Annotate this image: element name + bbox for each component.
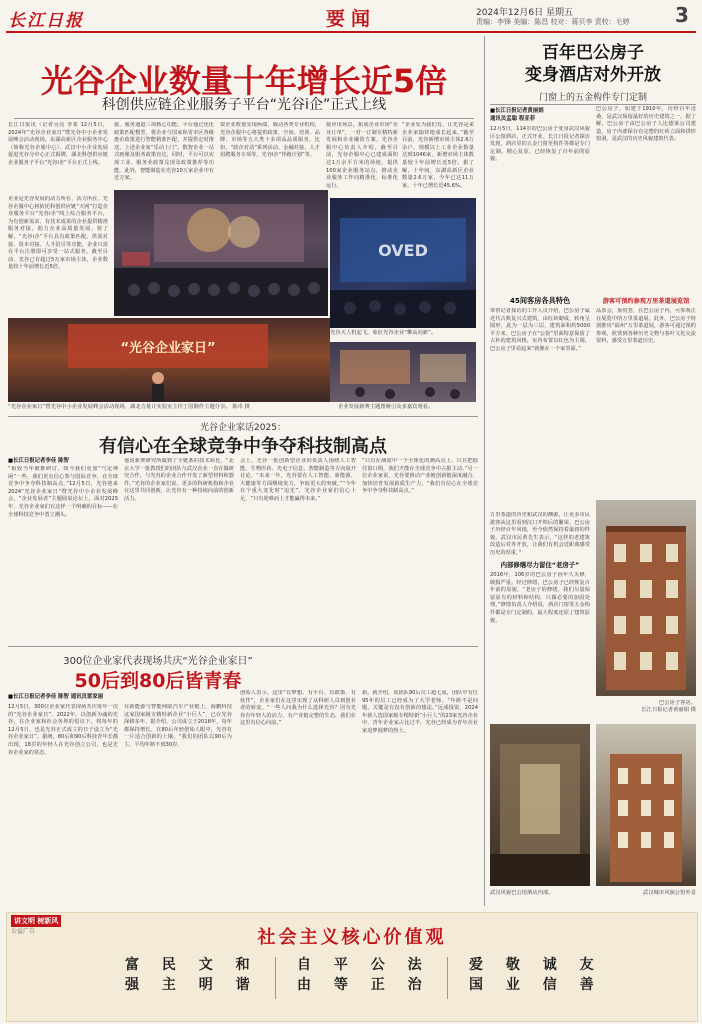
svg-text:OVED: OVED [378,241,428,260]
value-separator-1 [275,957,276,999]
story3-col3: 创始人表示，这里“有梦想、有平台、有政策、有伙伴”，企业家们在这里实现了从科研人员到创业者的转变。“一些人问我为什么选择光谷？因为光谷有年轻人的活力，有产业链完整的生态，我们在这里有信心向前。” [240,690,356,727]
story3-rule [8,646,478,647]
value-group-social-top: 自 平 公 法 [297,957,431,973]
stage-screen-illustration [330,198,476,328]
exhibit-photo-caption: 企业发展新赛主题图吸引众多嘉宾观看。 [338,404,434,410]
sidebar-col5: 2016年，106岁的巴公房子因年久失修，破损严重。经过修缮，巴公房子已经恢复百年前的原貌。“老房子的修缮，我们尽量保留原有的材料和结构，只做必要的加固处理。”修缮负责人介绍说，酒店门窗等五金构件都是专门定制的，最大程度还原了建筑原貌。 [490,572,590,624]
value-separator-2 [447,957,448,999]
value-group-national-bottom: 强 主 明 谐 [125,977,259,993]
core-values-banner [6,912,698,1022]
sidebar-headline: 百年巴公房子 变身酒店对外开放 [525,43,661,85]
lead-photo [114,190,328,316]
editor-credits: 责编：李锋 美编：陈昌 校对：蒋贝李 责校：毛婷 [476,18,630,26]
sidebar-section-repair: 内部修缮尽力留住“老房子” [500,561,580,569]
value-group-social [297,955,431,995]
lead-col3: 资企业数量实现两端，载动各类专业机构，光谷企服中心将提供政策、空间、培训、品牌、市场等五大类十多项高品质服务。比如，“政企对话”系列活动、金融对接、人才招聘服务专项等，光谷i企“伴跑计划”等。 [220,122,320,159]
lead-col5: “企业发为我们有，让光谷是来企业家愉快地成长起来。”截至目前，光谷新增市场主体2.6万余户，规模以上工业企业数量达到1046家，新增市场主体数量较十年前增长近5倍。据了解，十年间，东湖高新区企业数量2.6万家，今年已达11万家，十年已增长近45.6%。 [402,122,474,189]
sidebar-byline: ■长江日报记者黄丽娟 通讯员孟聪 程亚菲 [490,108,544,122]
lead-rule [14,118,474,119]
value-group-personal-bottom: 国 业 信 善 [469,977,603,993]
interior-photo-caption: 武汉风貌巴公馆酒店内部。 [490,890,554,896]
summit-photo-caption: “光谷企业家日”暨光谷中小企业发展峰会活动现场，湖北力量让实验室主任丁国顺作主题分享。 陈卓 摄 [8,404,250,410]
lead-byline-para: 长江日报讯（记者吴亮 李希 12月5日，2024年“光谷企业家日”暨光谷中小企业发展峰会活动现场，东湖高新区企业服务中心（简称光谷企服中心）、武汉中小企业发展促进光谷分中心正式揭牌，湖北科创供应链企业服务子平台“光谷i企”平台正式上线。 [8,122,108,166]
sidebar-section-exhibit: 游客可预约参观万里茶道展览馆 [602,298,690,305]
sidebar-col2: 巴公房子，始建于1910年，历经百年沧桑，是武汉保留最好的历史建筑之一。据了解，巴公房子由巴公房子人比德莱公司建造，房子内部保存有完整的红砖立面和拱形窗洞，是武汉的历史风貌建筑代表。 [596,106,696,143]
story3-byline: ■长江日报记者李佳 陈智 通讯员雷家丽 [8,694,104,700]
section-title: 要闻 [326,8,377,30]
story3-kicker: 300位企业家代表现场共庆“光谷企业家日” [63,656,253,667]
value-group-national-top: 富 民 文 和 [125,957,259,973]
stage-illustration [114,190,328,316]
sidebar-col4: 品茶会，鉴赏荟，在巴公房子内，可参观正在展览中的万里茶道展。此外，巴公房子特别推出“福州”万里茶道展，游客可通过预约参观，欣赏到各种历史文物与茶叶文化交流资料，感受万里茶道历史。 [596,308,696,345]
building-photo [596,500,696,696]
lead-col2: 接、服务通道三项核心功能。平台通过优化政策匹配模型，将企业与国家和省市区各级惠企政策进行智能精准匹配，并提供定时推送、上述企业家“乐动上门”。数智企业一站式画像及服务政策直达，同时，平台可以实现工业、服务业政策兑现及政策推荐等功能。此外，智能制造在光谷10万家企业中有近万家。 [114,122,214,182]
interior-illustration [490,724,590,886]
story2-col4: “只有在测度中一个全球化的测高点上，只有把握住窗口期，我们才能在全球竞争中占据主动。”另一位企业家说，光谷要推动产业链创新链深度融合，加快培育发展新质生产力，“我们有信心在全球竞争中争夺科技制高点。” [362,458,478,495]
story2-kicker: 光谷企业家话2025： [200,423,286,433]
page-number: 3 [675,3,689,27]
value-group-personal [469,955,603,995]
value-group-personal-top: 爱 敬 诚 友 [469,957,603,973]
story2-headline: 有信心在全球竞争中争夺科技制高点 [99,436,387,457]
masthead [0,0,702,34]
sidebar-col3: 带着记者探访的工作人员介绍，巴公房子属近代古典复兴式建筑，由红砖砌成，转角呈圆形，此为一层为三层，建筑面积约5000平方米。巴公房子在“公馆”里面特意保留了古朴的建筑风格，室内布置以红色为主调，巴公房子里看起来“就像在一个家里面。” [490,308,590,352]
stage-banner-text: “光谷企业家日” [120,341,216,356]
dateline: 2024年12月6日 星期五 [476,8,573,18]
building-photo-caption: 巴公房子客房。 长江日报记者黄丽娟 摄 [641,700,696,713]
story3-headline: 50后到80后皆青春 [74,670,242,692]
exhibit-illustration [330,342,476,402]
masthead-rule [6,31,696,33]
story2-col3: 会上，光谷一批创新型企业的负责人围绕人工智能、生物医药、光电子信息、智能制造等方向展开讨论。“未来一年，光谷要在人工智能、新能源、大健康等方面继续发力，争取更大的突破。”“今年在个重大变化时“追光”，光谷企业家们信心十足，“只有迎难而上才能赢得未来。” [240,458,356,502]
value-group-social-bottom: 由 等 正 治 [297,977,431,993]
sidebar-subhead: 门窗上的五金构件专门定制 [538,93,647,103]
story3-col1: 12月5日，300位企业家代表现场共庆每年一次的“光谷企业家日”。2022年，以创新为魂的光谷，在企业家和社会各界的倡议下，将每年的12月5日，也是光谷正式成立的日子设立为“光谷企业家日”。据统，80后和90后科技青年长都出现，18岁的年轻人在光谷创立公司，也是光谷企业家的常态。 [8,704,118,756]
sidebar-section-rooms: 45间客房各具特色 [509,296,571,305]
banner-title: 社会主义核心价值观 [257,927,447,948]
story3-col2: 在新能源与智能网联汽车产业链上，海鹏科技这家国家级专精特新企业“小巨人”，已在光谷深耕多年。据介绍，公司成立于2018年，每年都保持增长。在80后年轻创始人眼中，光谷有一片适合创新的土壤，“我们的团队以90后为主，平均年龄不到30岁。 [124,704,232,748]
sidebar-divider [484,36,485,906]
exterior-photo [596,724,696,886]
drone-photo [330,198,476,328]
sidebar-col1: 12月5日，114岁的巴公房子变身武汉风貌区公馆酒店，正式开业。长江日报记者探访发现，酒店里的五金门窗更构件等都是专门定制、精心复原，已经恢复了百年前的原貌。 [490,126,590,163]
story3-col4: 新。就介绍，该团队90后员工超七成，团队中有位95年的员工已经成为了大学老师。“年龄不是问题，关键是有没有创新的想法。”远成投资，2024年新人选国家级专精特新“小巨人”的23家光谷企业中，青年企业家占比过半，光谷已经成为青年企业家追梦圆梦的热土。 [362,690,478,734]
lead-headline: 光谷企业数量十年增长近5倍 [40,62,448,100]
lead-subhead: 科创供应链企业服务子平台“光谷i企”正式上线 [101,97,387,113]
sidebar-col6: 万里茶道的历史和武汉的渊源，让更多市民游客从这里看到汉口开埠后的繁荣。巴公房子历经百年风雨，至今依然保持着最初的样貌。武汉市民黄先生表示，“这样的老建筑改造后对外开放，让我们有机会近距离感受历史的厚重。” [490,512,590,556]
story2-rule [8,416,478,417]
drone-photo-caption: 光谷天人机起飞，象征光谷企业“攀高向新”。 [330,330,437,336]
exhibit-photo [330,342,476,402]
summit-stage-illustration [8,318,330,402]
lead-col4: 接应用场景，拓展企业市场“企业订单”，一对一订制专精特新发展和企业融资方案。光谷企服中心负责人介绍，截至目前，光谷企服中心已建成面积达1万余平方米的场地，提供100家企业服务站点，推动企业服务工作向精准化、标准化运行。 [326,122,398,189]
exterior-illustration [596,724,696,886]
summit-photo [8,318,330,402]
exterior-photo-caption: 武汉城市风貌公馆外景 [643,890,696,896]
sidebar-rule [490,104,696,105]
newspaper-logo: 长江日报 [8,11,84,31]
story2-byline: ■长江日报记者李佳 陈智 [8,458,69,464]
story2-col2: 他说新赛研究所做到了全链条的技术转化，“北京大学一批教授们的团队与武汉企业一直在做研究合作，与光谷的企业合作开发了新型材料和器件。”光谷的企业家们说，更多的科研机构和企业在这里共同创新，让光谷有一种持续向前的创新活力。 [124,458,234,502]
interior-photo [490,724,590,886]
lead-col1: 企业是光谷发展的动力所在、活力所在。光谷企服中心将依托科创供应链“天网”打造企业服务平台“光谷i企”线上综合服务平台，为有创新需求、有技术成果的企业提供精准服务对接，助力企业高质量发展。射了解，“光谷i企”平台具有政策匹配、供需对接、资本对接、人才招引等功能，企业只需在平台注册即可享受一站式服务。截至目前，光谷已有超过5万家市场主体，企业数量较十年前增长近5倍。 [8,196,108,271]
value-group-national [125,955,259,995]
building-illustration [596,500,696,696]
banner-tag-sub: 公益广告 [11,928,36,935]
story2-col1: “相较当年被推研讨，如今我们更加“气定神闲”一些，我们更有信心参与国际竞争，在全球竞争中争夺科技制高点。”12月5日，光谷迎来2024“光谷企业家日”暨光谷中小企业发展峰会，“企业发展者”主题圆桌论坛上，面对2025年，光谷企业家们有这样一个明确的目标——在全球科技竞争中勇立潮头。 [8,466,118,518]
banner-tag: 讲文明 树新风 [11,915,61,927]
